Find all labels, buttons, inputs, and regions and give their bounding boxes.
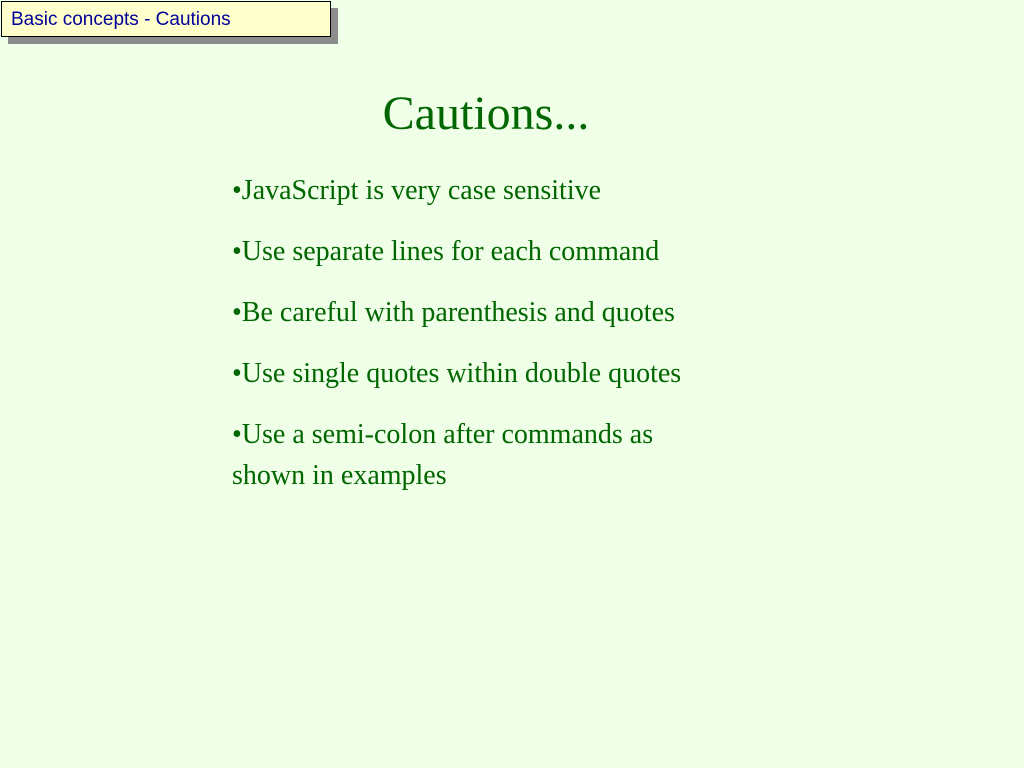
bullet-item: •Use a semi-colon after commands as shown in examples	[232, 419, 654, 491]
bullet-item: •Use separate lines for each command	[232, 236, 660, 267]
section-label: Basic concepts - Cautions	[11, 9, 231, 30]
bullet-item: •JavaScript is very case sensitive	[232, 175, 602, 206]
bullet-item: •Use single quotes within double quotes	[232, 358, 682, 389]
bullet-list	[232, 170, 722, 516]
bullet-item: •Be careful with parenthesis and quotes	[232, 297, 675, 328]
slide-title: Cautions...	[382, 87, 590, 140]
section-label-box	[1, 1, 331, 37]
